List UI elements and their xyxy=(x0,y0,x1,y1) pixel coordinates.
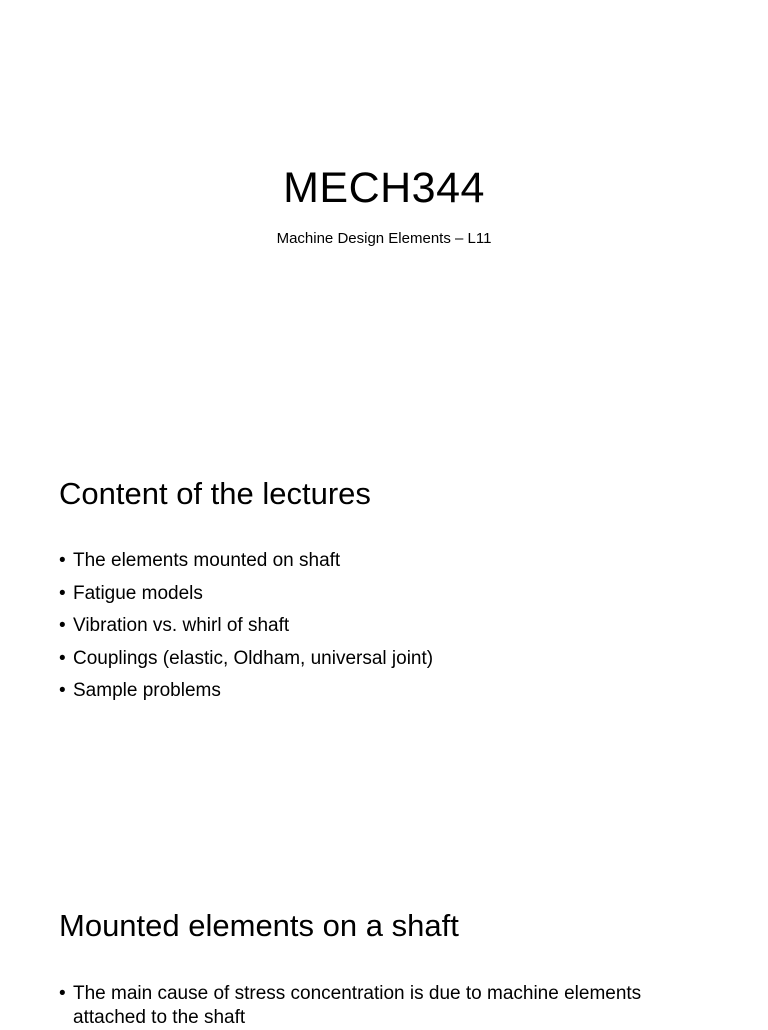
list-item-text: Vibration vs. whirl of shaft xyxy=(73,615,290,636)
list-item-text: Fatigue models xyxy=(73,582,203,604)
list-item-text: Couplings (elastic, Oldham, universal joint) xyxy=(73,647,434,669)
list-item xyxy=(59,549,433,582)
course-subtitle: Machine Design Elements – L11 xyxy=(276,230,492,247)
bullet-icon: • xyxy=(59,983,66,1004)
bullet-icon: • xyxy=(59,615,66,636)
bullet-icon: • xyxy=(59,680,66,701)
content-bullet-list xyxy=(59,549,433,712)
bullet-icon: • xyxy=(59,582,66,604)
course-code-title: MECH344 xyxy=(283,164,485,212)
list-item xyxy=(59,582,433,615)
content-heading: Content of the lectures xyxy=(59,476,371,511)
title-slide xyxy=(0,0,768,432)
bullet-icon: • xyxy=(59,550,66,571)
list-item xyxy=(59,647,433,680)
bullet-icon: • xyxy=(59,647,66,669)
list-item xyxy=(59,614,433,647)
list-item xyxy=(59,679,433,712)
list-item-text: The main cause of stress concentration is due to machine elements attached to the shaft xyxy=(73,983,642,1028)
mounted-elements-heading: Mounted elements on a shaft xyxy=(59,908,459,943)
list-item xyxy=(59,982,713,1030)
list-item-text: The elements mounted on shaft xyxy=(73,550,341,571)
list-item-text: Sample problems xyxy=(73,680,221,701)
mounted-bullet-list xyxy=(59,982,713,1030)
mounted-elements-slide xyxy=(0,864,768,1028)
content-slide xyxy=(0,432,768,864)
